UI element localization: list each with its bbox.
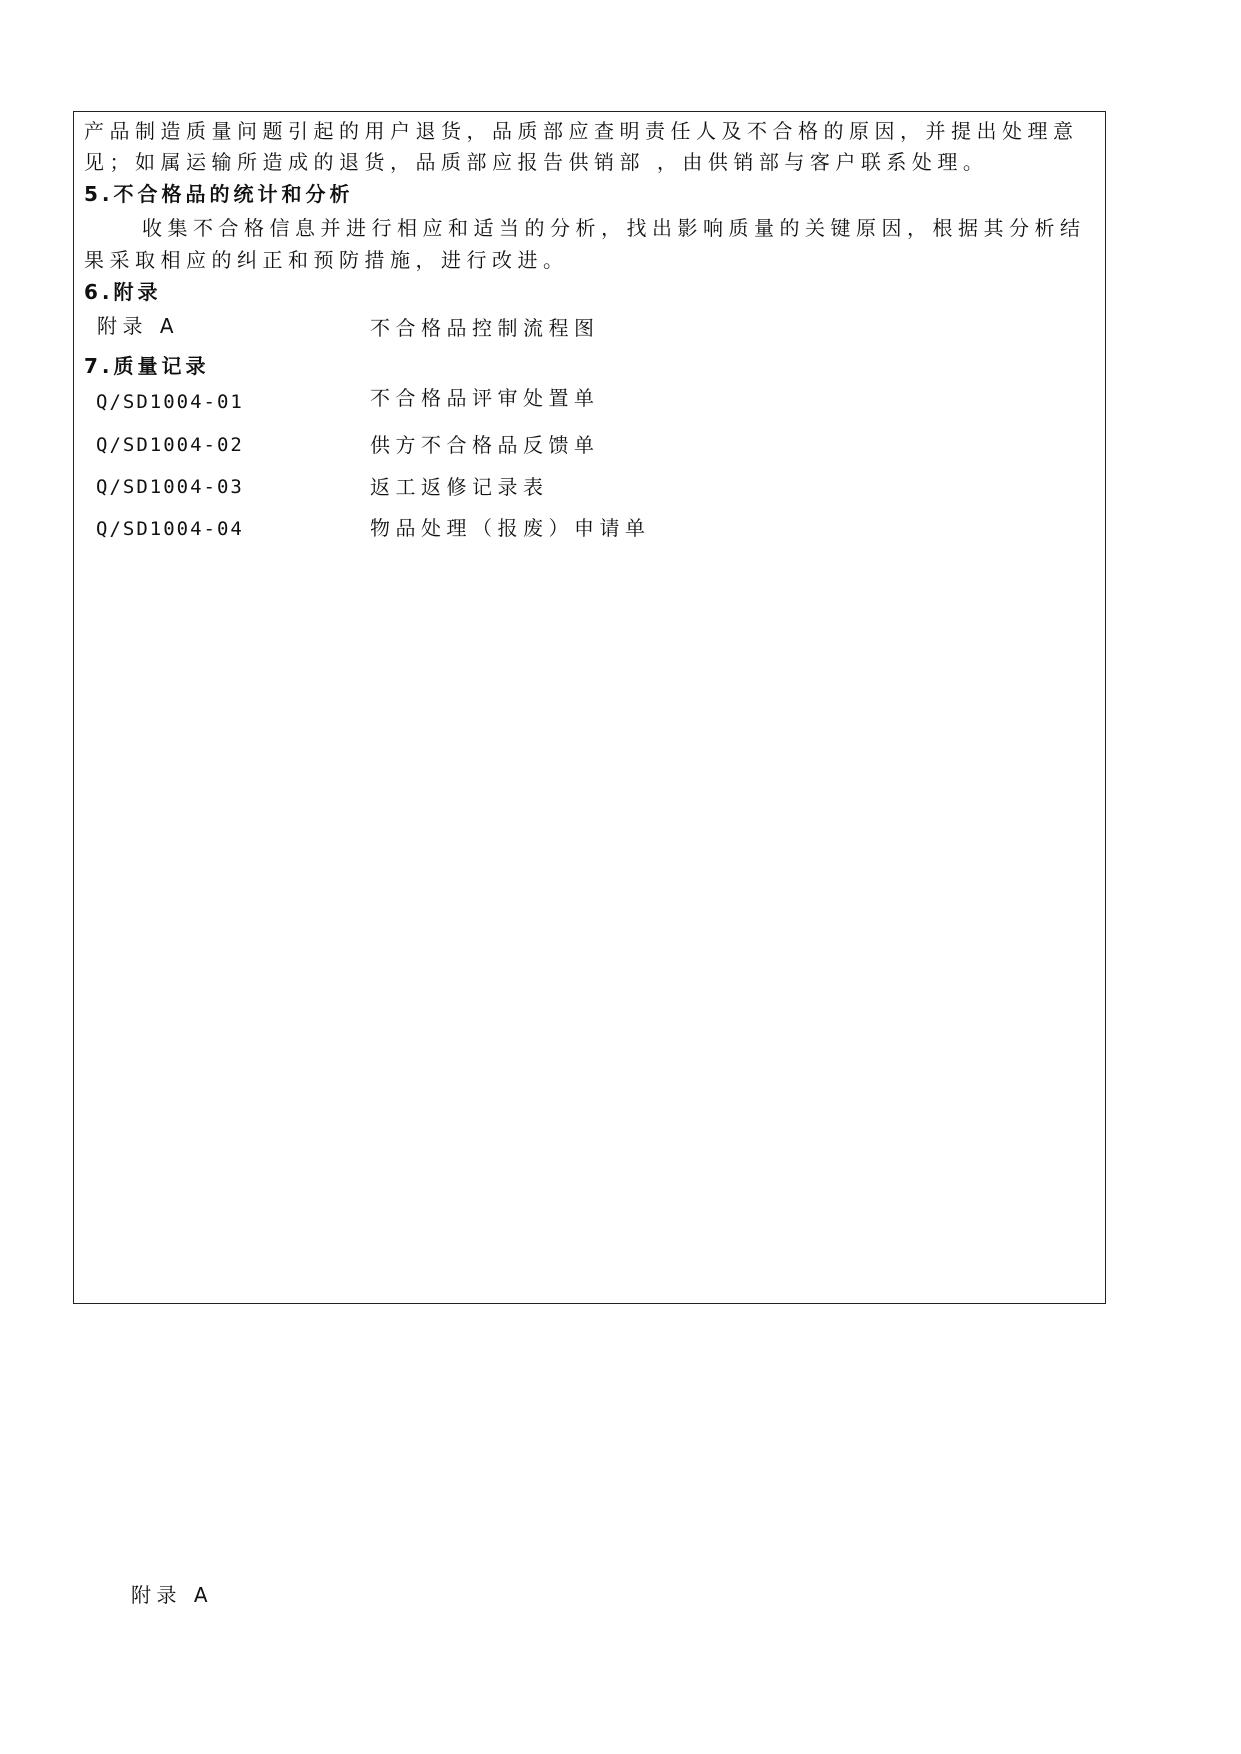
record-code: Q/SD1004-01 — [96, 391, 244, 413]
record-code: Q/SD1004-03 — [96, 476, 244, 498]
appendix-item-title: 不合格品控制流程图 — [370, 316, 600, 340]
record-code: Q/SD1004-04 — [96, 518, 244, 540]
section-5-line-2: 果采取相应的纠正和预防措施，进行改进。 — [84, 248, 569, 272]
section-5-heading: 5.不合格品的统计和分析 — [84, 182, 354, 206]
intro-line-1: 产品制造质量问题引起的用户退货，品质部应查明责任人及不合格的原因，并提出处理意 — [84, 119, 1079, 143]
content-frame — [73, 111, 1106, 1304]
section-7-heading: 7.质量记录 — [84, 354, 210, 378]
section-6-heading: 6.附录 — [84, 280, 162, 304]
footer-appendix-label: 附录 A — [131, 1583, 214, 1607]
appendix-item-code: 附录 A — [97, 314, 180, 338]
record-code: Q/SD1004-02 — [96, 434, 244, 456]
record-title: 不合格品评审处置单 — [370, 386, 600, 410]
record-title: 物品处理（报废）申请单 — [370, 516, 651, 540]
section-5-line-1: 收集不合格信息并进行相应和适当的分析，找出影响质量的关键原因，根据其分析结 — [142, 216, 1086, 240]
record-title: 供方不合格品反馈单 — [370, 433, 600, 457]
record-title: 返工返修记录表 — [370, 475, 549, 499]
intro-line-2: 见；如属运输所造成的退货，品质部应报告供销部 ，由供销部与客户联系处理。 — [84, 150, 989, 174]
